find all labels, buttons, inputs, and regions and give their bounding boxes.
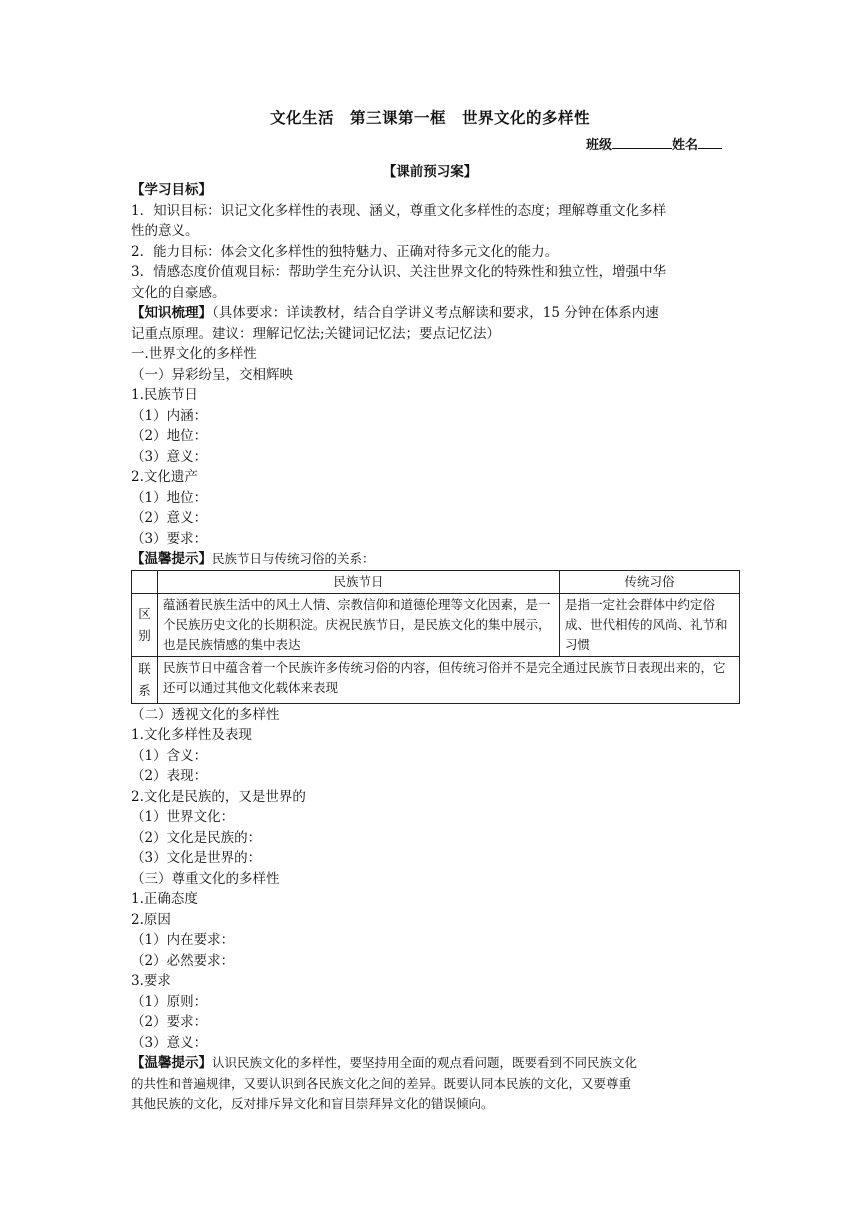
outline-item: 3.要求	[131, 973, 171, 989]
cell-connection: 民族节日中蕴含着一个民族许多传统习俗的内容，但传统习俗并不是完全通过民族节日表现出来的，它还可以通过其他文化载体来表现	[158, 656, 740, 703]
document-title: 文化生活 第三课第一框 世界文化的多样性	[269, 109, 590, 127]
outline-item: （1）含义：	[131, 747, 208, 764]
table-row-connection	[132, 656, 740, 703]
goal-line: 3．情感态度价值观目标：帮助学生充分认识、关注世界文化的特殊性和独立性，增强中华	[131, 264, 667, 280]
outline-item: （3）文化是世界的：	[131, 850, 262, 866]
cell-festival-difference: 蕴涵着民族生活中的风土人情、宗教信仰和道德伦理等文化因素，是一个民族历史文化的长期积淀。庆祝民族节日，是民族文化的集中展示，也是民族情感的集中表达	[158, 593, 560, 656]
outline-item: （1）内在要求：	[131, 932, 235, 948]
table-row-difference	[132, 593, 740, 656]
outline-item: （二）透视文化的多样性	[131, 706, 280, 723]
tip-intro	[131, 549, 741, 570]
table-corner-cell	[132, 570, 158, 593]
table-header-row	[132, 570, 740, 593]
knowledge-intro-line2: 记重点原理。建议：理解记忆法;关键词记忆法；要点记忆法）	[131, 325, 501, 342]
outline-item: （1）地位：	[131, 489, 208, 506]
tip-text: 民族节日与传统习俗的关系：	[212, 551, 375, 566]
outline-item: 1.文化多样性及表现	[131, 727, 252, 743]
goal-line: 1．知识目标：识记文化多样性的表现、涵义，尊重文化多样性的态度；理解尊重文化多样	[131, 202, 667, 219]
section-subtitle: 【课前预习案】	[382, 164, 478, 180]
knowledge-intro	[131, 303, 741, 324]
class-label: 班级	[586, 138, 613, 153]
outline-item: 2.原因	[131, 911, 171, 928]
outline-item: 1.正确态度	[131, 891, 198, 907]
table-header-festival: 民族节日	[158, 570, 560, 593]
tip2-text: 认识民族文化的多样性，要坚持用全面的观点看问题，既要看到不同民族文化	[212, 1055, 638, 1070]
goal-line: 2．能力目标：体会文化多样性的独特魅力、正确对待多元文化的能力。	[131, 243, 559, 260]
outline-item: （2）表现：	[131, 768, 208, 784]
outline-item: （2）文化是民族的：	[131, 829, 262, 846]
outline-item: （2）地位：	[131, 428, 208, 444]
table-header-custom: 传统习俗	[560, 570, 740, 593]
tip2-heading: 【温馨提示】	[131, 1055, 212, 1071]
outline-item: （一）异彩纷呈，交相辉映	[131, 366, 293, 383]
document-body	[131, 180, 741, 1115]
tip-heading: 【温馨提示】	[131, 551, 212, 567]
goal-line: 文化的自豪感。	[131, 284, 226, 301]
outline-item: 2.文化是民族的，又是世界的	[131, 788, 306, 805]
tip2-line2: 的共性和普遍规律，又要认识到各民族文化之间的差异。既要认同本民族的文化，又要尊重	[131, 1075, 632, 1091]
outline-item: （3）意义：	[131, 1034, 208, 1051]
outline-item: 2.文化遗产	[131, 469, 198, 485]
outline-item: （1）内涵：	[131, 407, 208, 424]
name-label: 姓名	[672, 138, 699, 153]
outline-item: 一.世界文化的多样性	[131, 346, 257, 362]
class-name-fields	[586, 134, 736, 153]
class-blank[interactable]	[612, 136, 672, 149]
knowledge-heading: 【知识梳理】	[131, 305, 212, 321]
name-blank[interactable]	[698, 136, 722, 149]
outline-item: 1.民族节日	[131, 387, 198, 403]
outline-item: （2）意义：	[131, 510, 208, 526]
goals-heading: 【学习目标】	[131, 182, 212, 198]
outline-item: （1）世界文化：	[131, 809, 235, 825]
outline-item: （1）原则：	[131, 993, 208, 1010]
tip2-line3: 其他民族的文化，反对排斥异文化和盲目崇拜异文化的错误倾向。	[131, 1096, 494, 1111]
goal-line: 性的意义。	[131, 223, 199, 239]
outline-item: （3）意义：	[131, 448, 208, 465]
tip2-line1	[131, 1053, 741, 1074]
cell-custom-difference: 是指一定社会群体中约定俗成、世代相传的风尚、礼节和习惯	[560, 593, 740, 656]
outline-item: （三）尊重文化的多样性	[131, 870, 280, 887]
outline-item: （3）要求：	[131, 530, 208, 547]
outline-item: （2）要求：	[131, 1014, 208, 1030]
row-head-difference: 区别	[132, 593, 158, 656]
row-head-connection: 联系	[132, 656, 158, 703]
knowledge-intro-text: （具体要求：详读教材，结合自学讲义考点解读和要求，15 分钟在体系内速	[212, 305, 659, 321]
outline-item: （2）必然要求：	[131, 952, 235, 969]
relationship-table	[131, 570, 740, 704]
